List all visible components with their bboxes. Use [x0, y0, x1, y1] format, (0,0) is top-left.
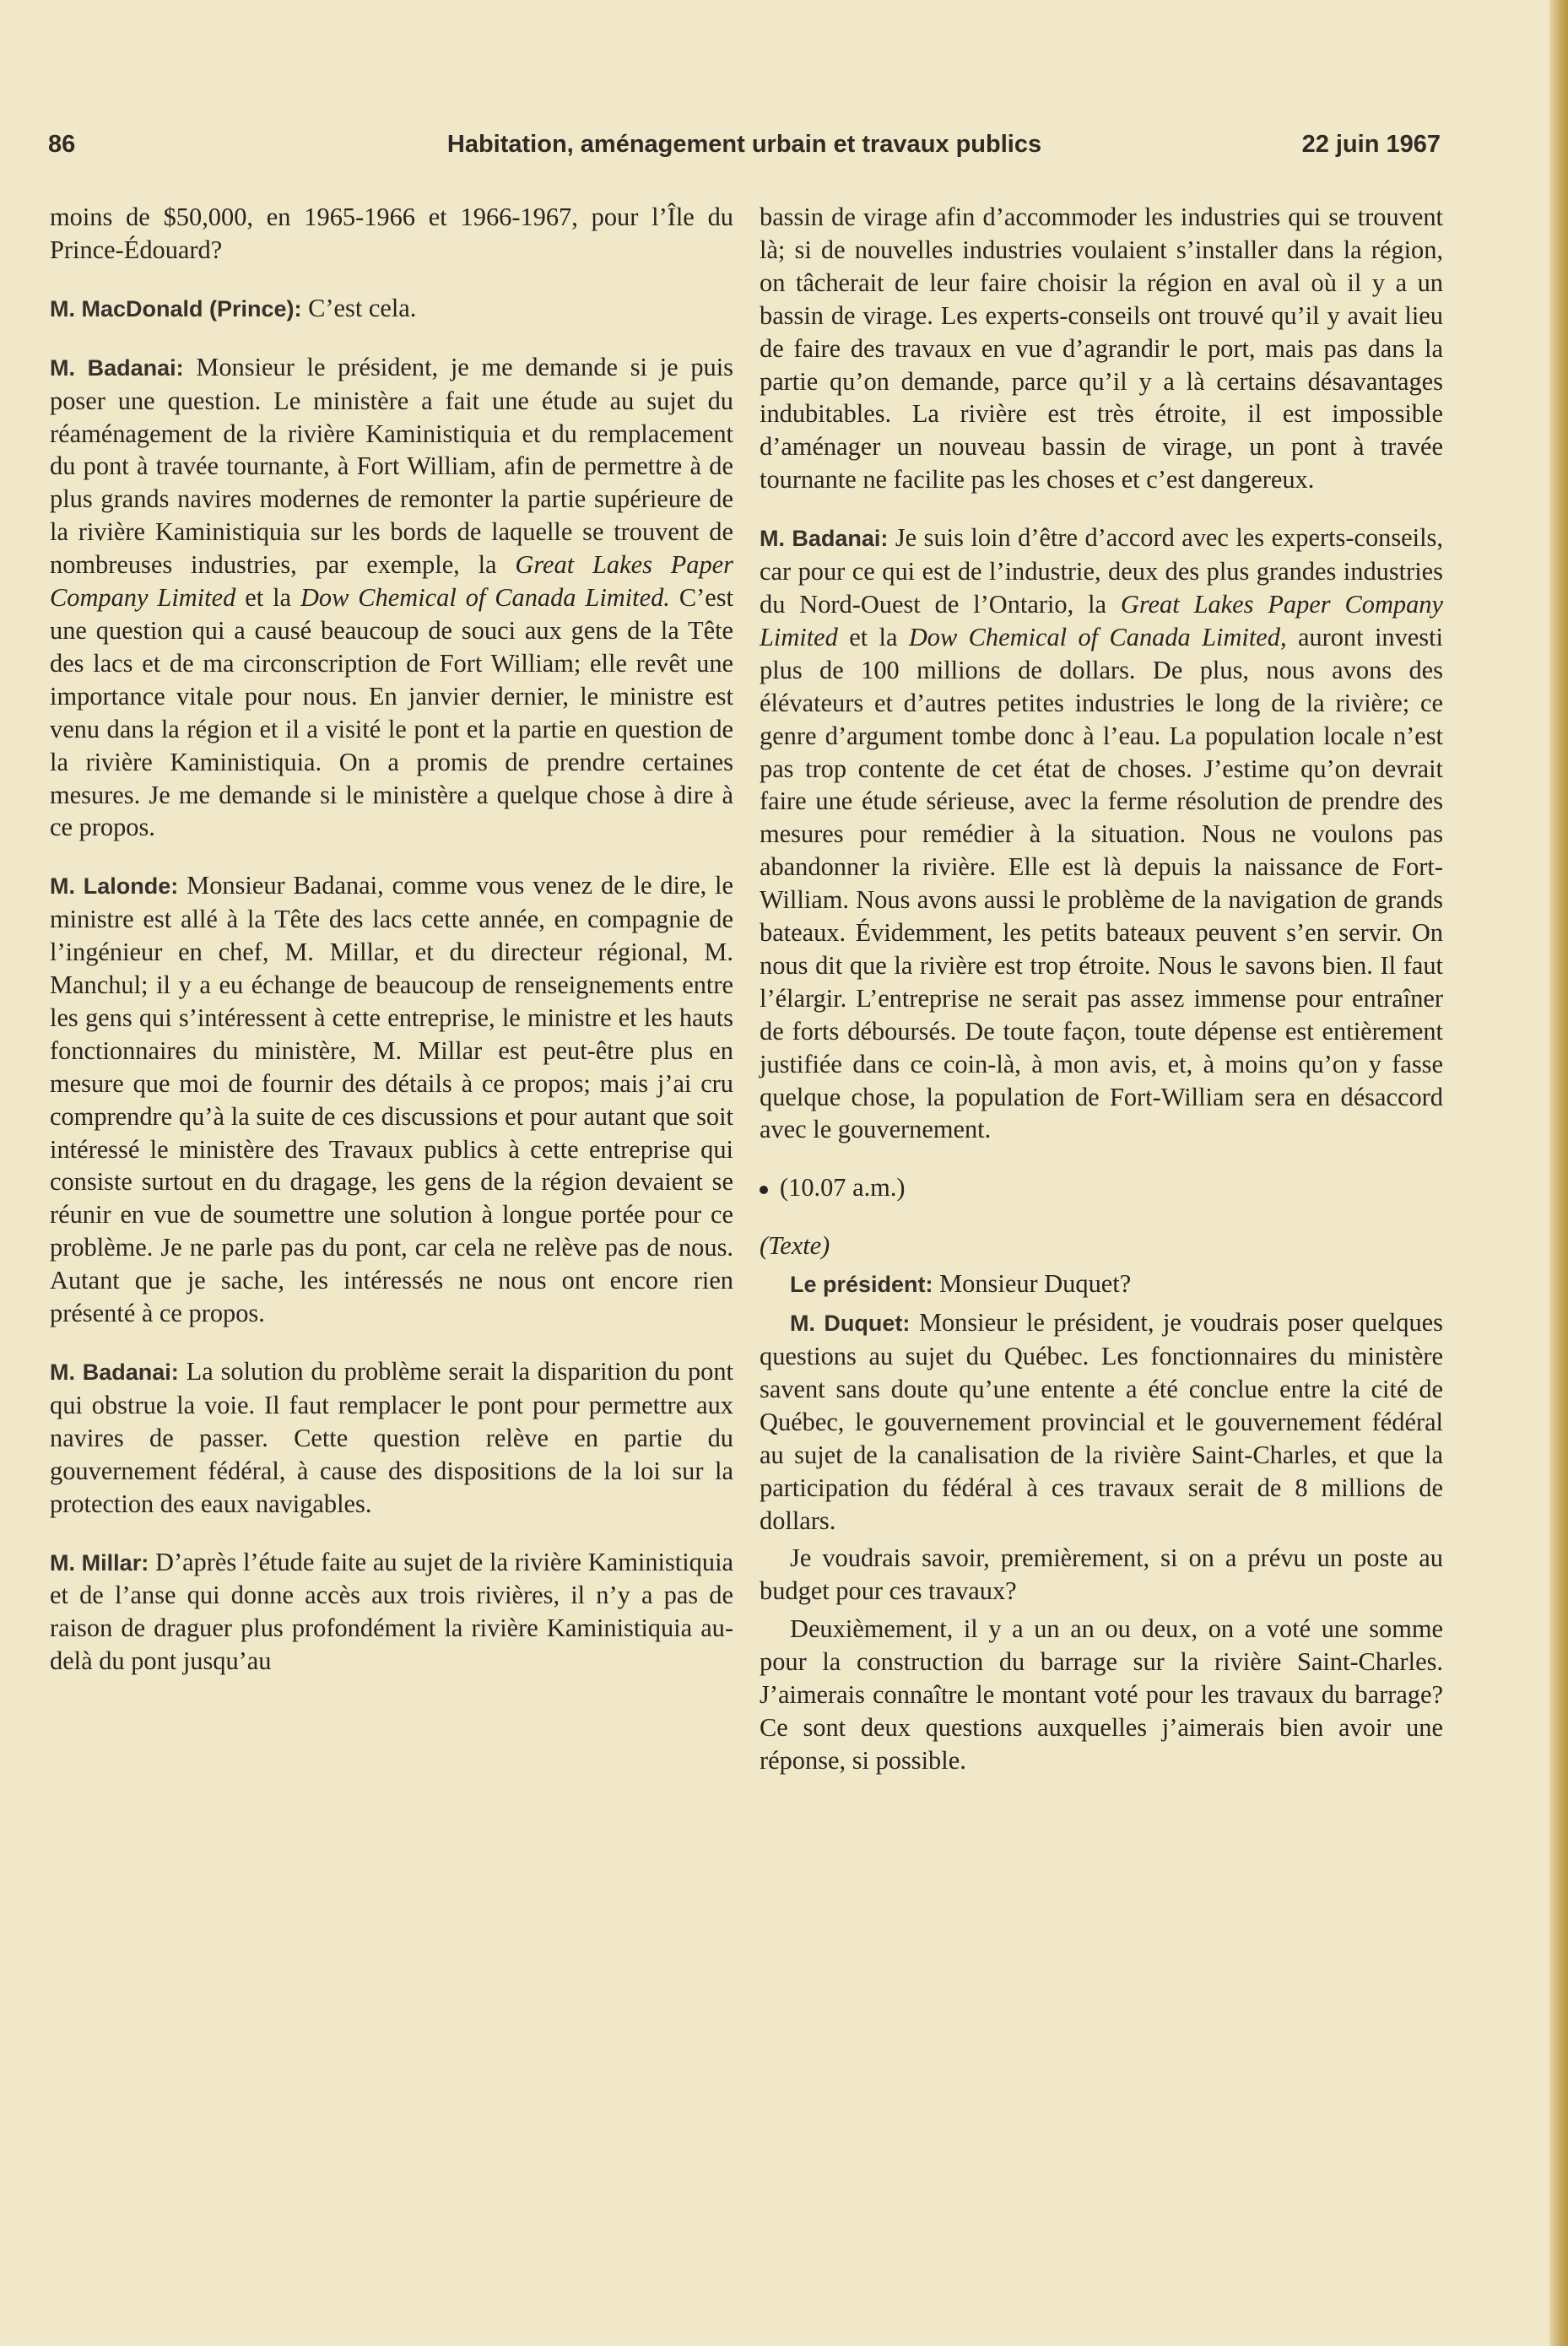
header-date: 22 juin 1967	[1301, 131, 1441, 158]
company-name: Dow Chemical of Canada Limited.	[300, 583, 670, 613]
speaker-paragraph: M. Millar: D’après l’étude faite au sujet de la rivière Kaministiquia et de l’anse qui donne accès aux trois rivières, il n’y a pas de raison de draguer plus profondément la rivière Kaministiquia au-delà du pont jusqu’au	[50, 1547, 733, 1676]
speaker-paragraph: Le président: Monsieur Duquet?	[790, 1269, 1132, 1299]
page-header	[48, 131, 1441, 168]
page-number: 86	[48, 131, 76, 158]
speaker-name: M. Duquet:	[790, 1311, 911, 1337]
speaker-paragraph: M. Duquet: Monsieur le président, je voudrais poser quelques questions au sujet du Québec. Les fonctionnaires du ministère savent sans doute qu’une entente a été conclue entre la cité de Québec, le gouvernement provincial et le gouvernement fédéral au sujet de la canalisation de la rivière Saint-Charles, et que la participation du fédéral à ces travaux serait de 8 millions de dollars.	[760, 1308, 1443, 1535]
speaker-name: M. Badanai:	[760, 526, 889, 552]
paragraph: Deuxièmement, il y a un an ou deux, on a voté une somme pour la construction du barrage sur la rivière Saint-Charles. J’aimerais connaître le montant voté pour les travaux du barrage? Ce sont deux questions auxquelles j’aimerais bien avoir une réponse, si possible.	[760, 1614, 1443, 1775]
speaker-name: M. Millar:	[50, 1549, 149, 1576]
running-title: Habitation, aménagement urbain et travaux publics	[446, 131, 1042, 158]
company-name: Great Lakes Paper Company Limited	[50, 550, 733, 613]
speaker-name: M. MacDonald (Prince):	[50, 295, 302, 322]
speaker-paragraph: M. Badanai: Je suis loin d’être d’accord avec les experts-conseils, car pour ce qui est de l’industrie, deux des plus grandes industries du Nord-Ouest de l’Ontario, la Great Lakes Paper Company Limited et la Dow Chemical of Canada Limited, auront investi plus de 100 millions de dollars. De plus, nous avons des élévateurs et d’autres petites industries le long de la rivière; ce genre d’argument tombe donc à l’eau. La population locale n’est pas trop contente de cet état de choses. J’estime qu’on devrait faire une étude sérieuse, avec la ferme résolution de prendre des mesures pour remédier à la situation. Nous ne voulons pas abandonner la rivière. Elle est là depuis la naissance de Fort-William. Nous avons aussi le problème de la navigation de grands bateaux. Évidemment, les petits bateaux peuvent s’en servir. On nous dit que la rivière est trop étroite. Nous le savons bien. Il faut l’élargir. L’entreprise ne serait pas assez immense pour entraîner de forts déboursés. De toute façon, toute dépense est entièrement justifiée dans ce coin-là, à mon avis, et, à moins qu’on y fasse quelque chose, la population de Fort-William sera en désaccord avec le gouvernement.	[760, 523, 1443, 1144]
speaker-name: Le président:	[790, 1272, 933, 1298]
speaker-name: M. Badanai:	[50, 354, 184, 381]
company-name: Dow Chemical of Canada Limited,	[908, 622, 1287, 651]
bullet-icon	[760, 1186, 768, 1194]
speaker-name: M. Badanai:	[50, 1359, 179, 1385]
paragraph: Je voudrais savoir, premièrement, si on a prévu un poste au budget pour ces travaux?	[760, 1543, 1443, 1606]
speaker-name: M. Lalonde:	[50, 873, 179, 900]
texte-label: (Texte)	[760, 1231, 830, 1261]
speaker-paragraph: M. Badanai: Monsieur le président, je me demande si je puis poser une question. Le ministère a fait une étude au sujet du réaménagement de la rivière Kaministiquia et du remplacement du pont à travée tournante, à Fort William, afin de permettre à de plus grands navires modernes de remonter la partie supérieure de la rivière Kaministiquia sur les bords de laquelle se trouvent de nombreuses industries, par exemple, la Great Lakes Paper Company Limited et la Dow Chemical of Canada Limited. C’est une question qui a causé beaucoup de souci aux gens de la Tête des lacs et de ma circonscription de Fort William; elle revêt une importance vitale pour nous. En janvier dernier, le ministre est venu dans la région et il a visité le pont et la partie en question de la rivière Kaministiquia. On a promis de prendre certaines mesures. Je me demande si le ministère a quelque chose à dire à ce propos.	[50, 352, 733, 842]
speaker-paragraph: M. MacDonald (Prince): C’est cela.	[50, 293, 417, 322]
right-column	[760, 201, 1443, 1782]
speaker-paragraph: M. Badanai: La solution du problème serait la disparition du pont qui obstrue la voie. Il faut remplacer le pont pour permettre aux navires de passer. Cette question relève en partie du gouvernement fédéral, à cause des dispositions de la loi sur la protection des eaux navigables.	[50, 1357, 733, 1518]
page-edge	[1549, 0, 1568, 2346]
company-name: Great Lakes Paper Company Limited	[760, 589, 1443, 651]
paragraph: bassin de virage afin d’accommoder les industries qui se trouvent là; si de nouvelles industries voulaient s’installer dans la région, on tâcherait de leur faire choisir la région en aval où il y a un bassin de virage. Les experts-conseils ont trouvé qu’il y avait lieu de faire des travaux en vue d’agrandir le port, mais pas dans la partie qu’on demande, parce qu’il y a là certains désavantages indubitables. La rivière est très étroite, il est impossible d’aménager un nouveau bassin de virage, un pont à travée tournante ne facilite pas les choses et c’est dangereux.	[760, 203, 1443, 495]
time-marker: (10.07 a.m.)	[760, 1171, 1443, 1204]
left-column	[50, 201, 733, 1703]
paragraph: moins de $50,000, en 1965-1966 et 1966-1967, pour l’Île du Prince-Édouard?	[50, 203, 733, 264]
speaker-paragraph: M. Lalonde: Monsieur Badanai, comme vous venez de le dire, le ministre est allé à la Tête des lacs cette année, en compagnie de l’ingénieur en chef, M. Millar, et du directeur régional, M. Manchul; il y a eu échange de beaucoup de renseignements entre les gens qui s’intéressent à cette entreprise, le ministre et les hauts fonctionnaires du ministère, M. Millar est peut-être plus en mesure que moi de fournir des détails à ce propos; mais j’ai cru comprendre qu’à la suite de ces discussions et pour autant que soit intéressé le ministère des Travaux publics à cette entreprise qui consiste surtout en du dragage, les gens de la région devaient se réunir en vue de soumettre une solution à longue portée pour ce problème. Je ne parle pas du pont, car cela ne relève pas de nous. Autant que je sache, les intéressés ne nous ont encore rien présenté à ce propos.	[50, 871, 733, 1328]
